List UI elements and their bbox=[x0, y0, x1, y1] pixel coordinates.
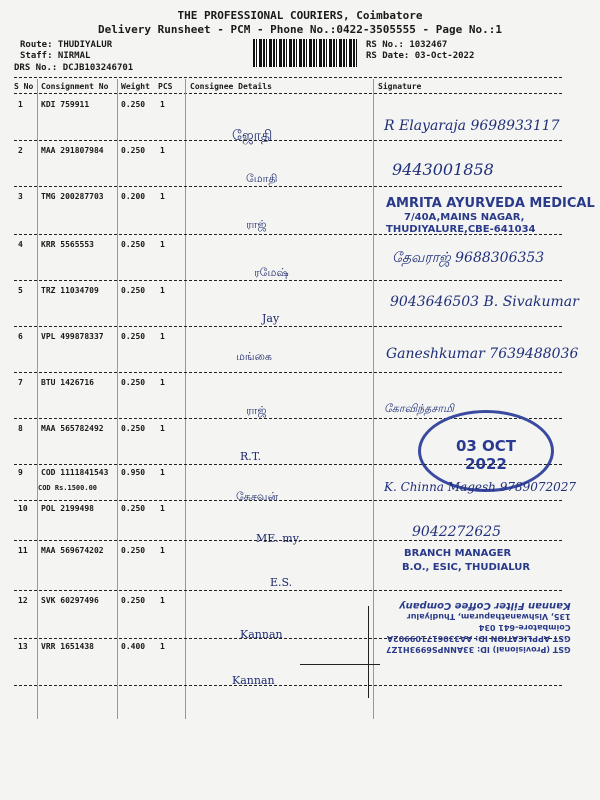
recipient-signature: 9443001858 bbox=[392, 160, 494, 179]
column-divider bbox=[185, 79, 186, 719]
row-sno: 3 bbox=[18, 192, 23, 201]
row-consignment: POL 2199498 bbox=[41, 504, 94, 513]
row-pcs: 1 bbox=[160, 468, 165, 477]
row-pcs: 1 bbox=[160, 146, 165, 155]
recipient-signature: 9043646503 B. Sivakumar bbox=[390, 294, 579, 310]
row-weight: 0.250 bbox=[121, 146, 146, 155]
coffee-stamp-line: Kannan Filter Coffee Company bbox=[399, 600, 571, 611]
col-signature: Signature bbox=[378, 82, 422, 91]
row-weight: 0.250 bbox=[121, 504, 146, 513]
row-divider bbox=[14, 685, 562, 686]
cod-amount: COD Rs.1500.00 bbox=[38, 484, 98, 492]
consignee-name: ரமேஷ் bbox=[254, 266, 289, 279]
consignee-name: ME. my. bbox=[256, 532, 301, 545]
row-weight: 0.250 bbox=[121, 378, 146, 387]
strike-mark bbox=[300, 664, 380, 665]
coffee-company-stamp bbox=[386, 600, 571, 655]
row-divider bbox=[14, 590, 562, 591]
recipient-signature: R Elayaraja 9698933117 bbox=[384, 118, 560, 134]
row-sno: 9 bbox=[18, 468, 23, 477]
consignee-name: கேசவன் bbox=[236, 490, 279, 503]
row-pcs: 1 bbox=[160, 596, 165, 605]
row-consignment: COD 1111841543 bbox=[41, 468, 109, 477]
row-divider bbox=[14, 326, 562, 327]
col-consignment: Consignment No bbox=[41, 82, 109, 91]
drs-label: DRS No.: DCJB103246701 bbox=[14, 63, 134, 73]
amrita-stamp-city: THUDIYALURE,CBE-641034 bbox=[386, 224, 536, 235]
consignee-name: Kannan bbox=[232, 674, 275, 687]
row-sno: 2 bbox=[18, 146, 23, 155]
recipient-signature: 9042272625 bbox=[412, 524, 502, 540]
consignee-name: R.T. bbox=[240, 450, 261, 463]
row-weight: 0.250 bbox=[121, 596, 146, 605]
consignee-name: ராஜ் bbox=[246, 218, 267, 231]
row-sno: 7 bbox=[18, 378, 23, 387]
barcode-icon bbox=[253, 39, 357, 67]
row-pcs: 1 bbox=[160, 332, 165, 341]
col-pcs: PCS bbox=[158, 82, 173, 91]
row-consignment: MAA 291807984 bbox=[41, 146, 104, 155]
coffee-stamp-line: 135, Vishwanathapuram, Thudiyalur bbox=[406, 612, 571, 621]
row-consignment: BTU 1426716 bbox=[41, 378, 94, 387]
row-weight: 0.250 bbox=[121, 100, 146, 109]
row-sno: 5 bbox=[18, 286, 23, 295]
header-bottom-rule bbox=[14, 93, 562, 94]
row-consignment: TRZ 11034709 bbox=[41, 286, 99, 295]
row-consignment: MAA 569674202 bbox=[41, 546, 104, 555]
col-sno: S No bbox=[14, 82, 34, 91]
row-sno: 11 bbox=[18, 546, 28, 555]
branch-stamp-title: BRANCH MANAGER bbox=[404, 548, 512, 559]
consignee-name: மங்கை bbox=[236, 350, 272, 363]
branch-stamp-office: B.O., ESIC, THUDIALUR bbox=[402, 562, 531, 573]
amrita-stamp-address: 7/40A,MAINS NAGAR, bbox=[404, 212, 525, 223]
row-consignment: SVK 60297496 bbox=[41, 596, 99, 605]
row-weight: 0.250 bbox=[121, 424, 146, 433]
row-pcs: 1 bbox=[160, 424, 165, 433]
recipient-signature: கோவிந்தசாமி bbox=[384, 402, 454, 415]
route-label: Route: THUDIYALUR bbox=[20, 40, 113, 50]
row-pcs: 1 bbox=[160, 546, 165, 555]
row-pcs: 1 bbox=[160, 192, 165, 201]
row-pcs: 1 bbox=[160, 642, 165, 651]
consignee-name: Jay bbox=[262, 312, 280, 325]
row-weight: 0.200 bbox=[121, 192, 146, 201]
row-sno: 6 bbox=[18, 332, 23, 341]
row-weight: 0.950 bbox=[121, 468, 146, 477]
row-sno: 4 bbox=[18, 240, 23, 249]
row-consignment: VRR 1651438 bbox=[41, 642, 94, 651]
consignee-name: Kannan bbox=[240, 628, 283, 641]
row-consignment: KRR 5565553 bbox=[41, 240, 94, 249]
recipient-signature: K. Chinna Magesh 9789072027 bbox=[384, 480, 577, 494]
col-weight: Weight bbox=[121, 82, 150, 91]
consignee-name: மோதி bbox=[246, 172, 278, 185]
rs-number: RS No.: 1032467 bbox=[366, 40, 448, 50]
row-consignment: VPL 499878337 bbox=[41, 332, 104, 341]
row-divider bbox=[14, 186, 562, 187]
row-sno: 1 bbox=[18, 100, 23, 109]
coffee-stamp-line: GST (Provisional) ID: 33ANNPS6993H1Z7 bbox=[386, 645, 571, 654]
column-divider bbox=[117, 79, 118, 719]
row-weight: 0.250 bbox=[121, 332, 146, 341]
company-title: THE PROFESSIONAL COURIERS, Coimbatore bbox=[177, 9, 423, 22]
rs-date: RS Date: 03-Oct-2022 bbox=[366, 51, 475, 61]
coffee-stamp-line: Coimbatore-641 034 bbox=[478, 623, 571, 632]
row-pcs: 1 bbox=[160, 504, 165, 513]
col-consignee: Consignee Details bbox=[190, 82, 272, 91]
recipient-signature: Ganeshkumar 7639488036 bbox=[386, 346, 579, 362]
row-weight: 0.400 bbox=[121, 642, 146, 651]
consignee-name: ஜோதி bbox=[232, 128, 273, 144]
row-sno: 12 bbox=[18, 596, 28, 605]
runsheet-title: Delivery Runsheet - PCM - Phone No.:0422-3505555 - Page No.:1 bbox=[98, 23, 502, 36]
amrita-stamp-name: AMRITA AYURVEDA MEDICAL bbox=[386, 196, 595, 211]
row-pcs: 1 bbox=[160, 100, 165, 109]
row-pcs: 1 bbox=[160, 378, 165, 387]
row-divider bbox=[14, 540, 562, 541]
recipient-signature: தேவராஜ் 9688306353 bbox=[392, 250, 545, 266]
header-top-rule bbox=[14, 77, 562, 78]
row-pcs: 1 bbox=[160, 286, 165, 295]
row-divider bbox=[14, 464, 562, 465]
row-sno: 13 bbox=[18, 642, 28, 651]
row-weight: 0.250 bbox=[121, 240, 146, 249]
row-consignment: MAA 565782492 bbox=[41, 424, 104, 433]
coffee-stamp-line: GST APPLICATION ID: AA330617109902A bbox=[386, 634, 571, 643]
consignee-name: E.S. bbox=[270, 576, 293, 589]
row-consignment: TMG 200287703 bbox=[41, 192, 104, 201]
staff-label: Staff: NIRMAL bbox=[20, 51, 91, 61]
row-divider bbox=[14, 500, 562, 501]
row-divider bbox=[14, 140, 562, 141]
row-sno: 10 bbox=[18, 504, 28, 513]
row-sno: 8 bbox=[18, 424, 23, 433]
row-pcs: 1 bbox=[160, 240, 165, 249]
row-divider bbox=[14, 234, 562, 235]
consignee-name: ராஜ் bbox=[246, 404, 267, 417]
row-consignment: KDI 759911 bbox=[41, 100, 90, 109]
row-divider bbox=[14, 280, 562, 281]
row-weight: 0.250 bbox=[121, 546, 146, 555]
row-divider bbox=[14, 372, 562, 373]
column-divider bbox=[373, 79, 374, 719]
row-weight: 0.250 bbox=[121, 286, 146, 295]
column-divider bbox=[37, 79, 38, 719]
date-stamp-date: 03 OCT 2022 bbox=[455, 437, 517, 473]
